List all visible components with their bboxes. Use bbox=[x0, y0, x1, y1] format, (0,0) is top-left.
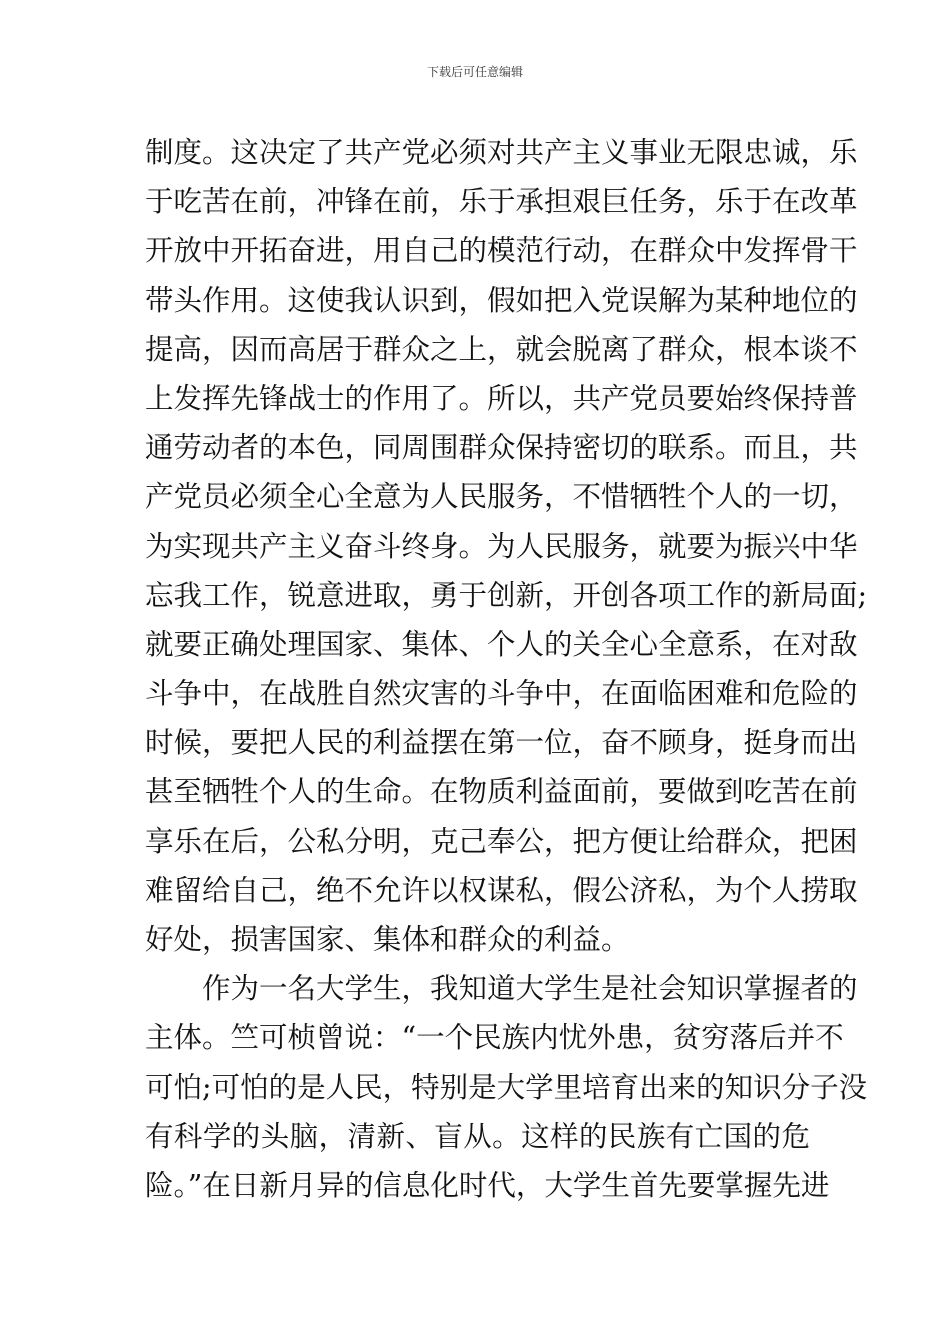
text-line: 于吃苦在前，冲锋在前，乐于承担艰巨任务，乐于在改革 bbox=[145, 185, 858, 219]
text-line: 上发挥先锋战士的作用了。所以，共产党员要始终保持普 bbox=[145, 381, 858, 415]
text-line: 甚至牺牲个人的生命。在物质利益面前，要做到吃苦在前 bbox=[145, 775, 858, 809]
text-line: 有科学的头脑，清新、盲从。这样的民族有亡国的危 bbox=[145, 1119, 810, 1153]
text-line: 为实现共产主义奋斗终身。为人民服务，就要为振兴中华 bbox=[145, 529, 858, 563]
paragraph-end-line: 好处，损害国家、集体和群众的利益。 bbox=[145, 923, 630, 956]
text-line: 制度。这决定了共产党必须对共产主义事业无限忠诚，乐 bbox=[145, 136, 858, 169]
text-line: 享乐在后，公私分明，克己奉公，把方便让给群众，把困 bbox=[145, 824, 858, 858]
paragraph-first-line: 作为一名大学生，我知道大学生是社会知识掌握者的 bbox=[202, 972, 858, 1006]
text-line: 时候，要把人民的利益摆在第一位，奋不顾身，挺身而出 bbox=[145, 726, 858, 760]
text-line: 产党员必须全心全意为人民服务，不惜牺牲个人的一切， bbox=[145, 480, 858, 514]
text-line: 通劳动者的本色，同周围群众保持密切的联系。而且，共 bbox=[145, 431, 858, 465]
page-header: 下载后可任意编辑 bbox=[426, 65, 523, 79]
text-line: 忘我工作，锐意进取，勇于创新，开创各项工作的新局面; bbox=[145, 578, 868, 612]
text-line: 斗争中，在战胜自然灾害的斗争中，在面临困难和危险的 bbox=[145, 677, 858, 711]
text-line: 难留给自己，绝不允许以权谋私，假公济私，为个人捞取 bbox=[145, 873, 858, 907]
text-line: 带头作用。这使我认识到，假如把入党误解为某种地位的 bbox=[145, 283, 858, 317]
text-line: 就要正确处理国家、集体、个人的关全心全意系，在对敌 bbox=[145, 627, 858, 661]
text-line: 险。”在日新月异的信息化时代，大学生首先要掌握先进 bbox=[145, 1168, 830, 1202]
text-line: 提高，因而高居于群众之上，就会脱离了群众，根本谈不 bbox=[145, 332, 858, 366]
body-text bbox=[145, 128, 868, 1210]
text-line: 主体。竺可桢曾说：“一个民族内忧外患，贫穷落后并不 bbox=[145, 1021, 844, 1055]
text-line: 开放中开拓奋进，用自己的模范行动，在群众中发挥骨干 bbox=[145, 234, 858, 268]
text-line: 可怕;可怕的是人民，特别是大学里培育出来的知识分子没 bbox=[145, 1070, 868, 1104]
